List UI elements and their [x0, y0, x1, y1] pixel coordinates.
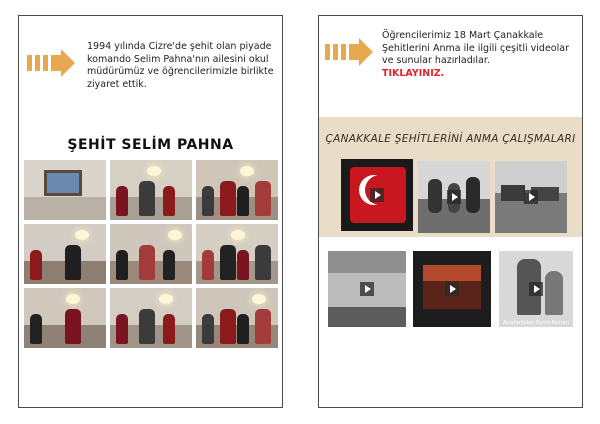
video-caption: Anafartalar Oyun Kenan — [503, 320, 569, 326]
visit-photo[interactable] — [24, 160, 106, 220]
left-card — [18, 15, 283, 408]
play-icon — [529, 282, 543, 296]
visit-photo[interactable] — [110, 160, 192, 220]
canakkale-description — [382, 30, 577, 80]
visit-photo[interactable] — [110, 224, 192, 284]
banner-title: ÇANAKKALE ŞEHİTLERİNİ ANMA ÇALIŞMALARI — [325, 133, 576, 145]
arrow-right-icon — [324, 38, 374, 66]
canakkale-banner — [319, 117, 582, 237]
play-icon — [360, 282, 374, 296]
play-icon — [370, 188, 384, 202]
visit-photo[interactable] — [196, 288, 278, 348]
right-card — [318, 15, 583, 408]
video-thumbnail[interactable] — [328, 251, 406, 327]
arrow-right-icon — [26, 49, 76, 77]
play-icon — [447, 190, 461, 204]
video-thumbnail[interactable] — [418, 161, 490, 233]
play-icon — [524, 190, 538, 204]
video-thumbnail[interactable] — [499, 251, 573, 327]
visit-photo[interactable] — [196, 224, 278, 284]
visit-photo[interactable] — [24, 224, 106, 284]
visit-photo[interactable] — [196, 160, 278, 220]
photo-gallery — [24, 160, 277, 348]
video-thumbnail[interactable] — [495, 161, 567, 233]
tiklayiniz-link[interactable]: TIKLAYINIZ. — [382, 67, 445, 79]
visit-description: 1994 yılında Cizre'de şehit olan piyade komando Selim Pahna'nın ailesini okul müdürümüz ve öğrencilerimizle birlikte ziyaret ettik. — [87, 41, 274, 90]
video-thumbnail[interactable] — [413, 251, 491, 327]
description-text: Öğrencilerimiz 18 Mart Çanakkale Şehitlerini Anma ile ilgili çeşitli videolar ve sunular hazırladılar. — [382, 30, 569, 66]
visit-photo[interactable] — [110, 288, 192, 348]
visit-photo[interactable] — [24, 288, 106, 348]
play-icon — [445, 282, 459, 296]
video-thumbnail[interactable] — [341, 159, 413, 231]
page-title: ŞEHİT SELİM PAHNA — [67, 137, 234, 153]
